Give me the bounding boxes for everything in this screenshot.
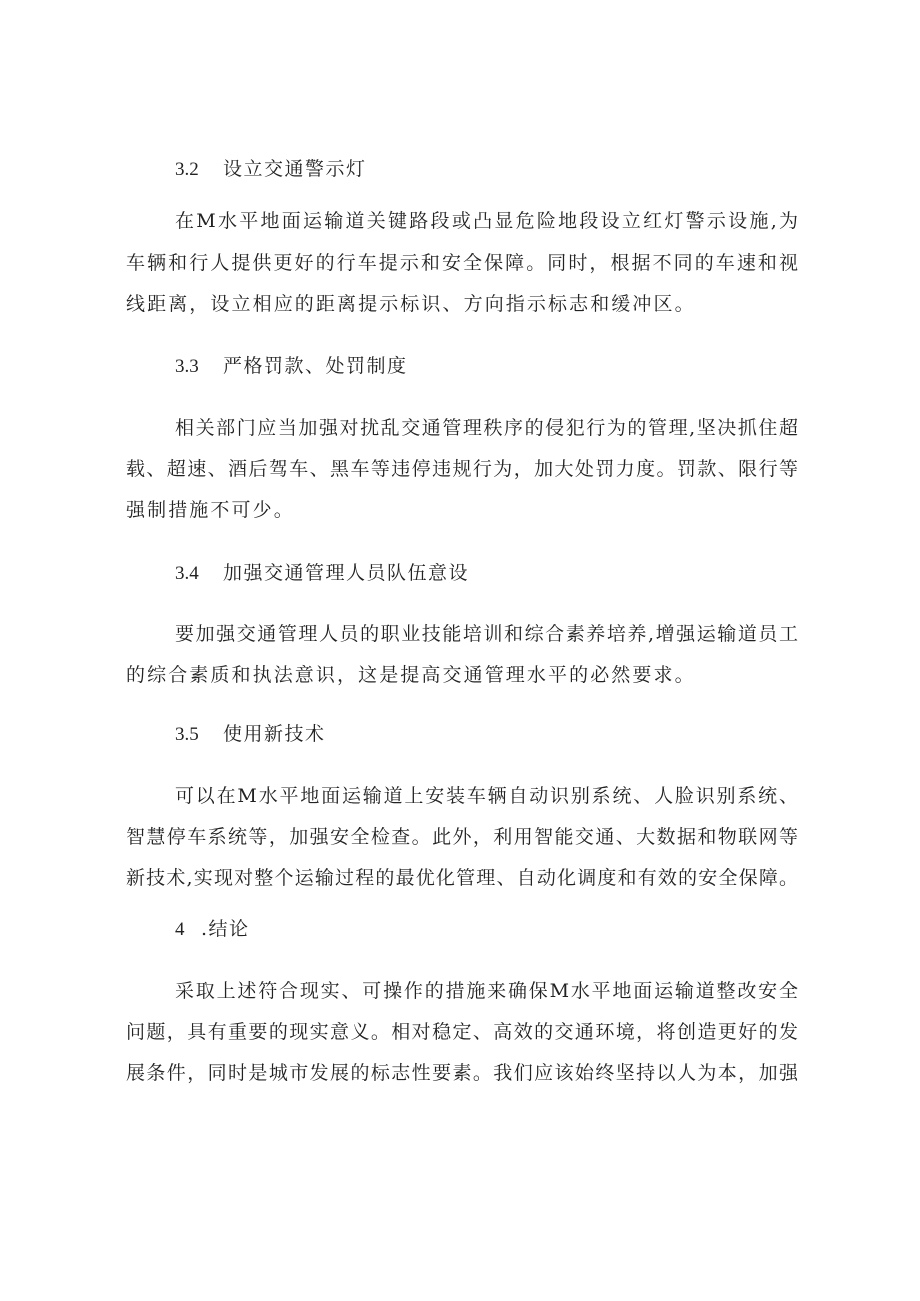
paragraph-line: 车辆和行人提供更好的行车提示和安全保障。同时，根据不同的车速和视 [126,252,798,274]
section-heading-3-4 [175,561,469,586]
paragraph-line: 智慧停车系统等，加强安全检查。此外，利用智能交通、大数据和物联网等 [126,826,798,848]
section-heading-3-5 [175,722,326,747]
section-number: 3.3 [175,356,199,377]
paragraph-line: 要加强交通管理人员的职业技能培训和综合素养培养,增强运输道员工 [175,623,798,645]
section-number: 3.2 [175,159,199,180]
section-number: 4 [175,919,185,940]
section-number: 3.5 [175,724,199,745]
section-title: 严格罚款、处罚制度 [223,355,408,377]
paragraph-line: 线距离，设立相应的距离提示标识、方向指示标志和缓冲区。 [126,293,696,315]
paragraph-line: 问题，具有重要的现实意义。相对稳定、高效的交通环境，将创造更好的发 [126,1021,798,1043]
paragraph-line: 新技术,实现对整个运输过程的最优化管理、自动化调度和有效的安全保障。 [126,867,798,889]
section-heading-4 [175,917,250,942]
paragraph-line: 采取上述符合现实、可操作的措施来确保M水平地面运输道整改安全 [175,980,798,1002]
section-title: 加强交通管理人员队伍意设 [223,562,470,584]
paragraph-line: 的综合素质和执法意识，这是提高交通管理水平的必然要求。 [126,664,696,686]
section-heading-3-3 [175,354,408,379]
paragraph-line: 载、超速、酒后驾车、黑车等违停违规行为，加大处罚力度。罚款、限行等 [126,458,798,480]
section-heading-3-2 [175,157,367,182]
section-title: .结论 [201,918,250,940]
section-number: 3.4 [175,563,199,584]
paragraph-line: 在M水平地面运输道关键路段或凸显危险地段设立红灯警示设施,为 [175,210,798,232]
paragraph-line: 可以在M水平地面运输道上安装车辆自动识别系统、人脸识别系统、 [175,785,798,807]
section-title: 使用新技术 [223,723,326,745]
paragraph-line: 展条件，同时是城市发展的标志性要素。我们应该始终坚持以人为本，加强 [126,1062,798,1084]
section-title: 设立交通警示灯 [223,158,367,180]
paragraph-line: 强制措施不可少。 [126,499,295,521]
paragraph-line: 相关部门应当加强对扰乱交通管理秩序的侵犯行为的管理,坚决抓住超 [175,417,798,439]
